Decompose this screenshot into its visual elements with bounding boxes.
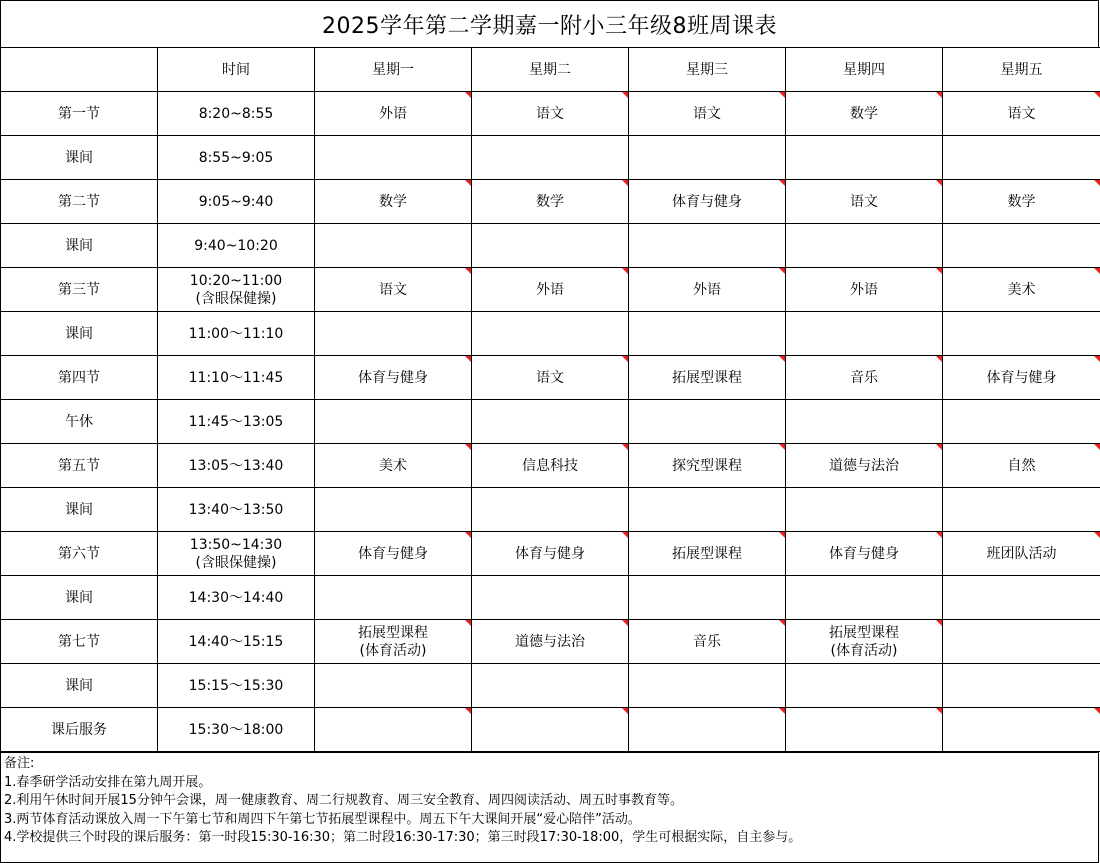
subject-text: 外语 — [379, 105, 407, 122]
subject-text: 拓展型课程 — [829, 624, 899, 641]
page-title: 2025学年第二学期嘉一附小三年级8班周课表 — [0, 0, 1099, 48]
time-cell — [158, 444, 315, 488]
class-cell[interactable] — [786, 664, 943, 708]
subject-text: 体育与健身 — [358, 369, 428, 386]
period-label: 第三节 — [1, 268, 158, 312]
time-text: 14:30～14:40 — [188, 589, 284, 606]
class-cell[interactable] — [472, 136, 629, 180]
class-cell[interactable] — [943, 488, 1100, 532]
class-cell[interactable] — [315, 312, 472, 356]
subject-text: 外语 — [850, 281, 878, 298]
time-text: 13:40～13:50 — [188, 501, 284, 518]
subject-text: 道德与法治 — [829, 457, 899, 474]
subject-text: 道德与法治 — [515, 633, 585, 650]
class-cell[interactable] — [472, 620, 629, 664]
class-cell[interactable] — [786, 136, 943, 180]
class-cell[interactable] — [786, 180, 943, 224]
note-line: 3.两节体育活动课放入周一下午第七节和周四下午第七节拓展型课程中。周五下午大课间开展“爱心陪伴”活动。 — [4, 811, 641, 827]
period-label: 第四节 — [1, 356, 158, 400]
period-label: 第二节 — [1, 180, 158, 224]
subject-text: 数学 — [850, 105, 878, 122]
class-cell[interactable] — [943, 92, 1100, 136]
notes-section — [0, 752, 1099, 863]
class-cell[interactable] — [472, 532, 629, 576]
subject-text: 信息科技 — [522, 457, 578, 474]
subject-text: 数学 — [1007, 193, 1036, 210]
time-text: 8:20~8:55 — [198, 105, 274, 122]
class-cell[interactable] — [472, 488, 629, 532]
class-cell[interactable] — [629, 488, 786, 532]
class-cell[interactable] — [315, 708, 472, 752]
notes-heading: 备注: — [4, 756, 35, 771]
timetable-row — [1, 708, 1100, 752]
time-text: 11:00～11:10 — [188, 325, 284, 342]
period-label: 课间 — [1, 576, 158, 620]
day-header: 星期一 — [315, 48, 472, 92]
subject-text: 语文 — [379, 281, 407, 298]
period-label: 第六节 — [1, 532, 158, 576]
subject-text: 体育与健身 — [672, 193, 742, 210]
class-cell[interactable] — [472, 92, 629, 136]
subject-text: 拓展型课程 — [358, 624, 428, 641]
class-cell[interactable] — [629, 312, 786, 356]
class-cell[interactable] — [315, 576, 472, 620]
class-cell[interactable] — [943, 620, 1100, 664]
class-cell[interactable] — [629, 576, 786, 620]
class-cell[interactable] — [786, 356, 943, 400]
class-cell[interactable] — [786, 268, 943, 312]
class-cell[interactable] — [943, 224, 1100, 268]
timetable-row — [1, 400, 1100, 444]
class-cell[interactable] — [315, 268, 472, 312]
subject-text: (体育活动) — [359, 642, 427, 659]
time-text: 14:40～15:15 — [188, 633, 284, 650]
class-cell[interactable] — [472, 180, 629, 224]
time-text: 8:55~9:05 — [198, 149, 274, 166]
timetable-grid — [0, 47, 1100, 752]
class-cell[interactable] — [943, 268, 1100, 312]
time-text: 11:45～13:05 — [188, 413, 284, 430]
class-cell[interactable] — [315, 356, 472, 400]
note-line: 2.利用午休时间开展15分钟午会课，周一健康教育、周二行规教育、周三安全教育、周四阅读活动、周五时事教育等。 — [4, 793, 683, 808]
timetable-row — [1, 136, 1100, 180]
timetable-row — [1, 356, 1100, 400]
period-label: 第五节 — [1, 444, 158, 488]
class-cell[interactable] — [315, 664, 472, 708]
period-label: 课间 — [1, 224, 158, 268]
class-cell[interactable] — [315, 136, 472, 180]
note-line: 4.学校提供三个时段的课后服务：第一时段15:30-16:30；第二时段16:30-17:30；第三时段17:30-18:00，学生可根据实际，自主参与。 — [4, 830, 802, 845]
subject-text: 拓展型课程 — [672, 545, 742, 562]
class-cell[interactable] — [472, 268, 629, 312]
period-label: 课间 — [1, 312, 158, 356]
class-cell[interactable] — [943, 664, 1100, 708]
class-cell[interactable] — [786, 620, 943, 664]
class-cell[interactable] — [786, 444, 943, 488]
class-cell[interactable] — [786, 576, 943, 620]
class-cell[interactable] — [472, 708, 629, 752]
subject-text: 语文 — [1007, 105, 1036, 122]
class-cell[interactable] — [629, 620, 786, 664]
class-cell[interactable] — [315, 488, 472, 532]
class-cell[interactable] — [315, 532, 472, 576]
class-cell[interactable] — [629, 400, 786, 444]
class-cell[interactable] — [472, 444, 629, 488]
class-cell[interactable] — [629, 136, 786, 180]
time-text: 10:20~11:00 — [189, 272, 283, 289]
subject-text: 美术 — [1007, 281, 1036, 298]
class-cell[interactable] — [629, 224, 786, 268]
class-cell[interactable] — [629, 708, 786, 752]
time-cell — [158, 532, 315, 576]
time-cell — [158, 664, 315, 708]
class-cell[interactable] — [472, 224, 629, 268]
timetable-row — [1, 576, 1100, 620]
time-cell — [158, 180, 315, 224]
time-text: (含眼保健操) — [195, 290, 277, 307]
class-cell[interactable] — [315, 400, 472, 444]
subject-text: 语文 — [536, 105, 564, 122]
class-cell[interactable] — [629, 92, 786, 136]
class-cell[interactable] — [315, 92, 472, 136]
class-cell[interactable] — [472, 664, 629, 708]
time-header: 时间 — [158, 48, 315, 92]
timetable-row — [1, 312, 1100, 356]
timetable-row — [1, 620, 1100, 664]
class-cell[interactable] — [943, 444, 1100, 488]
subject-text: (体育活动) — [830, 642, 898, 659]
header-row — [1, 48, 1100, 92]
subject-text: 音乐 — [693, 633, 721, 650]
class-cell[interactable] — [629, 268, 786, 312]
period-label: 课间 — [1, 488, 158, 532]
time-cell — [158, 708, 315, 752]
subject-text: 音乐 — [850, 369, 878, 386]
class-cell[interactable] — [943, 356, 1100, 400]
subject-text: 数学 — [379, 193, 407, 210]
class-cell[interactable] — [786, 488, 943, 532]
subject-text: 体育与健身 — [829, 545, 899, 562]
class-cell[interactable] — [786, 92, 943, 136]
class-cell[interactable] — [943, 576, 1100, 620]
period-label: 第七节 — [1, 620, 158, 664]
timetable-row — [1, 444, 1100, 488]
time-cell — [158, 400, 315, 444]
time-cell — [158, 576, 315, 620]
day-header: 星期二 — [472, 48, 629, 92]
time-text: 15:30～18:00 — [188, 721, 284, 738]
class-cell[interactable] — [629, 664, 786, 708]
subject-text: 体育与健身 — [986, 369, 1057, 386]
class-cell[interactable] — [315, 224, 472, 268]
time-cell — [158, 312, 315, 356]
subject-text: 班团队活动 — [986, 545, 1057, 562]
class-cell[interactable] — [315, 620, 472, 664]
time-cell — [158, 620, 315, 664]
subject-text: 体育与健身 — [515, 545, 585, 562]
subject-text: 外语 — [536, 281, 564, 298]
class-cell[interactable] — [786, 312, 943, 356]
time-text: 13:05～13:40 — [188, 457, 284, 474]
time-text: (含眼保健操) — [195, 554, 277, 571]
class-cell[interactable] — [786, 708, 943, 752]
time-text: 9:05~9:40 — [198, 193, 274, 210]
class-cell[interactable] — [629, 356, 786, 400]
time-text: 9:40~10:20 — [194, 237, 278, 254]
timetable-row — [1, 664, 1100, 708]
class-cell[interactable] — [629, 444, 786, 488]
subject-text: 体育与健身 — [358, 545, 428, 562]
subject-text: 外语 — [693, 281, 721, 298]
period-label: 午休 — [1, 400, 158, 444]
subject-text: 语文 — [850, 193, 878, 210]
class-cell[interactable] — [472, 356, 629, 400]
time-text: 15:15～15:30 — [188, 677, 284, 694]
subject-text: 数学 — [536, 193, 564, 210]
class-cell[interactable] — [472, 312, 629, 356]
timetable-row — [1, 92, 1100, 136]
time-cell — [158, 356, 315, 400]
class-cell[interactable] — [472, 400, 629, 444]
period-label: 课间 — [1, 664, 158, 708]
subject-text: 拓展型课程 — [672, 369, 742, 386]
class-cell[interactable] — [786, 400, 943, 444]
class-cell[interactable] — [943, 532, 1100, 576]
time-cell — [158, 488, 315, 532]
class-cell[interactable] — [629, 180, 786, 224]
period-label: 第一节 — [1, 92, 158, 136]
subject-text: 探究型课程 — [672, 457, 742, 474]
class-cell[interactable] — [943, 180, 1100, 224]
time-cell — [158, 224, 315, 268]
timetable-row — [1, 532, 1100, 576]
day-header: 星期五 — [943, 48, 1100, 92]
timetable-row — [1, 224, 1100, 268]
corner-cell — [1, 48, 158, 92]
class-cell[interactable] — [786, 532, 943, 576]
timetable-row — [1, 180, 1100, 224]
note-line: 1.春季研学活动安排在第九周开展。 — [4, 774, 212, 790]
class-cell[interactable] — [786, 224, 943, 268]
class-cell[interactable] — [943, 400, 1100, 444]
day-header: 星期三 — [629, 48, 786, 92]
timetable-row — [1, 268, 1100, 312]
time-cell — [158, 92, 315, 136]
time-cell — [158, 268, 315, 312]
timetable-row — [1, 488, 1100, 532]
class-cell[interactable] — [315, 444, 472, 488]
time-text: 11:10～11:45 — [188, 369, 284, 386]
class-cell[interactable] — [943, 312, 1100, 356]
time-text: 13:50~14:30 — [189, 536, 283, 553]
subject-text: 语文 — [693, 105, 721, 122]
class-cell[interactable] — [315, 180, 472, 224]
class-cell[interactable] — [943, 136, 1100, 180]
subject-text: 自然 — [1007, 457, 1036, 474]
class-cell[interactable] — [943, 708, 1100, 752]
class-cell[interactable] — [629, 532, 786, 576]
class-cell[interactable] — [472, 576, 629, 620]
subject-text: 语文 — [536, 369, 564, 386]
time-cell — [158, 136, 315, 180]
day-header: 星期四 — [786, 48, 943, 92]
period-label: 课后服务 — [1, 708, 158, 752]
period-label: 课间 — [1, 136, 158, 180]
subject-text: 美术 — [379, 457, 407, 474]
